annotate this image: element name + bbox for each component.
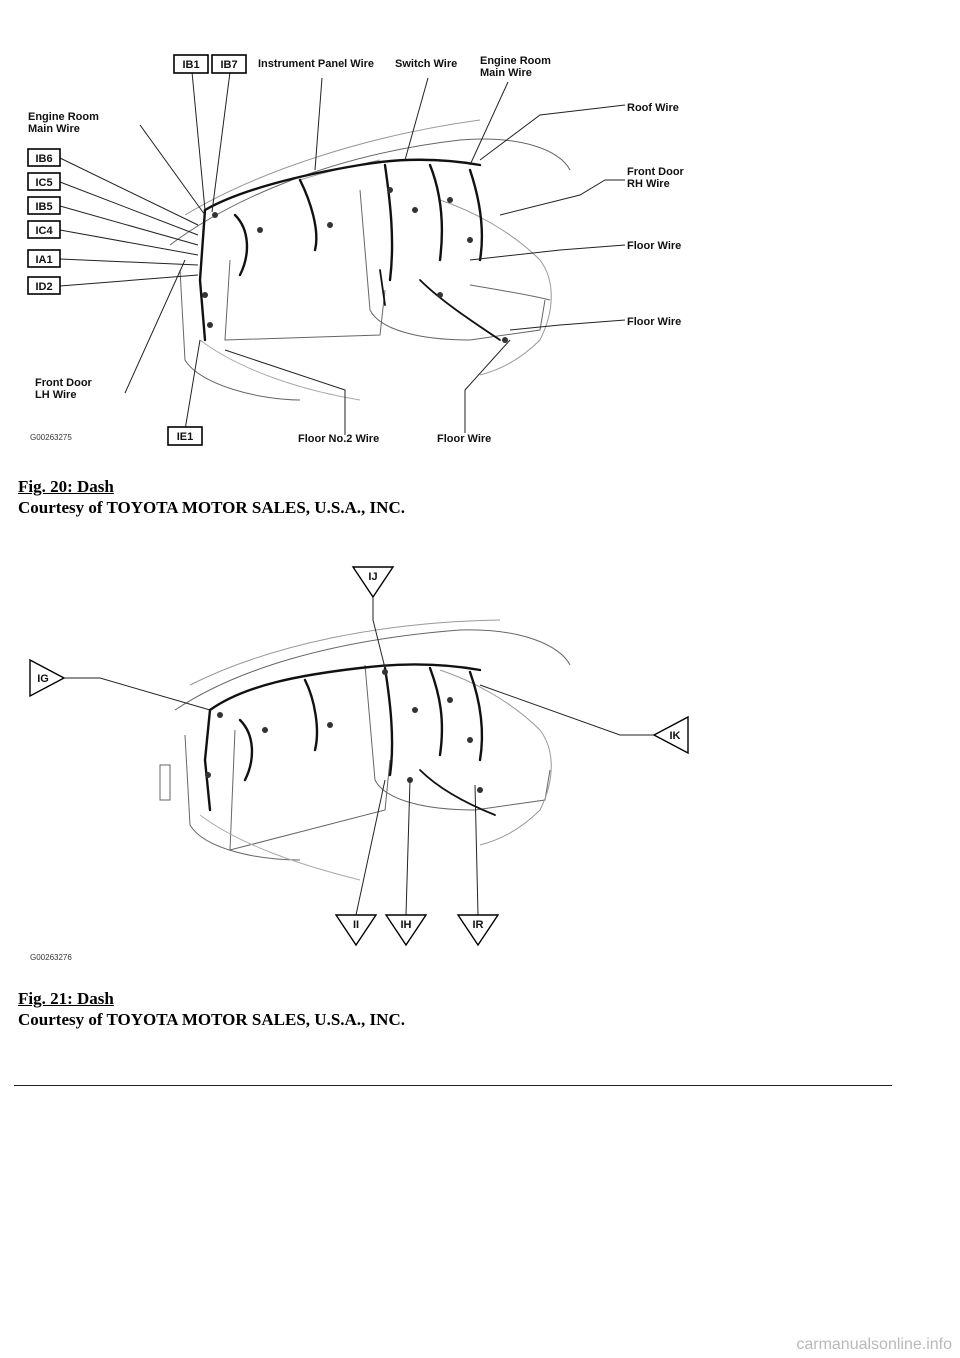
wire-harness-2 xyxy=(205,664,495,815)
box-IB6 xyxy=(28,149,60,166)
label-roof-wire: Roof Wire xyxy=(627,102,679,114)
box-IA1 xyxy=(28,250,60,267)
svg-text:IH: IH xyxy=(400,919,412,931)
svg-text:IE1: IE1 xyxy=(176,431,194,443)
wire-harness-1 xyxy=(200,160,500,340)
label-front-door-lh-2: LH Wire xyxy=(35,389,77,401)
svg-text:IB6: IB6 xyxy=(35,153,53,165)
label-engine-room-main-top-2: Main Wire xyxy=(480,67,532,79)
box-IB5 xyxy=(28,197,60,214)
horizontal-divider xyxy=(14,1085,892,1086)
svg-text:IK: IK xyxy=(669,730,681,742)
leader-lines-2 xyxy=(57,597,655,915)
figure-21-diagram xyxy=(0,560,760,970)
svg-text:IB7: IB7 xyxy=(220,59,238,71)
svg-text:II: II xyxy=(352,919,360,931)
marker-II xyxy=(336,915,376,945)
figure-20-title: Fig. 20: Dash xyxy=(18,477,114,496)
svg-text:IC4: IC4 xyxy=(35,225,53,237)
harness-connectors-1 xyxy=(202,187,508,343)
box-IB7 xyxy=(212,55,246,73)
image-code-1: G00263275 xyxy=(30,433,72,442)
box-IC4 xyxy=(28,221,60,238)
figure-21-caption xyxy=(18,988,405,1030)
box-ID2 xyxy=(28,277,60,294)
marker-IR xyxy=(458,915,498,945)
label-instrument-panel-wire: Instrument Panel Wire xyxy=(258,58,375,70)
label-floor-no2-wire: Floor No.2 Wire xyxy=(298,433,380,445)
svg-text:IJ: IJ xyxy=(368,571,378,583)
figure-20-diagram xyxy=(0,40,760,450)
svg-text:IA1: IA1 xyxy=(35,254,53,266)
label-front-door-rh-1: Front Door xyxy=(627,166,684,178)
svg-text:IB1: IB1 xyxy=(182,59,200,71)
svg-text:IR: IR xyxy=(472,919,484,931)
label-front-door-rh-2: RH Wire xyxy=(627,178,670,190)
svg-text:IC5: IC5 xyxy=(35,177,53,189)
dash-illustration-1 xyxy=(170,120,570,400)
box-IC5 xyxy=(28,173,60,190)
svg-text:IG: IG xyxy=(37,673,49,685)
label-front-door-lh-1: Front Door xyxy=(35,377,92,389)
marker-IJ xyxy=(353,567,393,597)
label-floor-wire-3: Floor Wire xyxy=(437,433,492,445)
figure-20-caption xyxy=(18,476,405,518)
figure-20-courtesy: Courtesy of TOYOTA MOTOR SALES, U.S.A., INC. xyxy=(18,498,405,517)
leader-lines-1 xyxy=(60,72,625,435)
watermark-footer[interactable]: carmanualsonline.info xyxy=(796,1336,952,1353)
label-floor-wire-1: Floor Wire xyxy=(627,240,682,252)
label-engine-room-main-left-2: Main Wire xyxy=(28,123,80,135)
label-engine-room-main-top-1: Engine Room xyxy=(480,55,551,67)
marker-IH xyxy=(386,915,426,945)
dash-illustration-2 xyxy=(160,620,570,880)
box-IE1 xyxy=(168,427,202,445)
image-code-2: G00263276 xyxy=(30,953,72,962)
label-switch-wire: Switch Wire xyxy=(395,58,458,70)
label-engine-room-main-left-1: Engine Room xyxy=(28,111,99,123)
figure-21-title: Fig. 21: Dash xyxy=(18,989,114,1008)
marker-IK xyxy=(654,717,688,753)
svg-text:IB5: IB5 xyxy=(35,201,53,213)
box-IB1 xyxy=(174,55,208,73)
figure-21-courtesy: Courtesy of TOYOTA MOTOR SALES, U.S.A., INC. xyxy=(18,1010,405,1029)
svg-text:ID2: ID2 xyxy=(35,281,53,293)
marker-IG xyxy=(30,660,64,696)
label-floor-wire-2: Floor Wire xyxy=(627,316,682,328)
